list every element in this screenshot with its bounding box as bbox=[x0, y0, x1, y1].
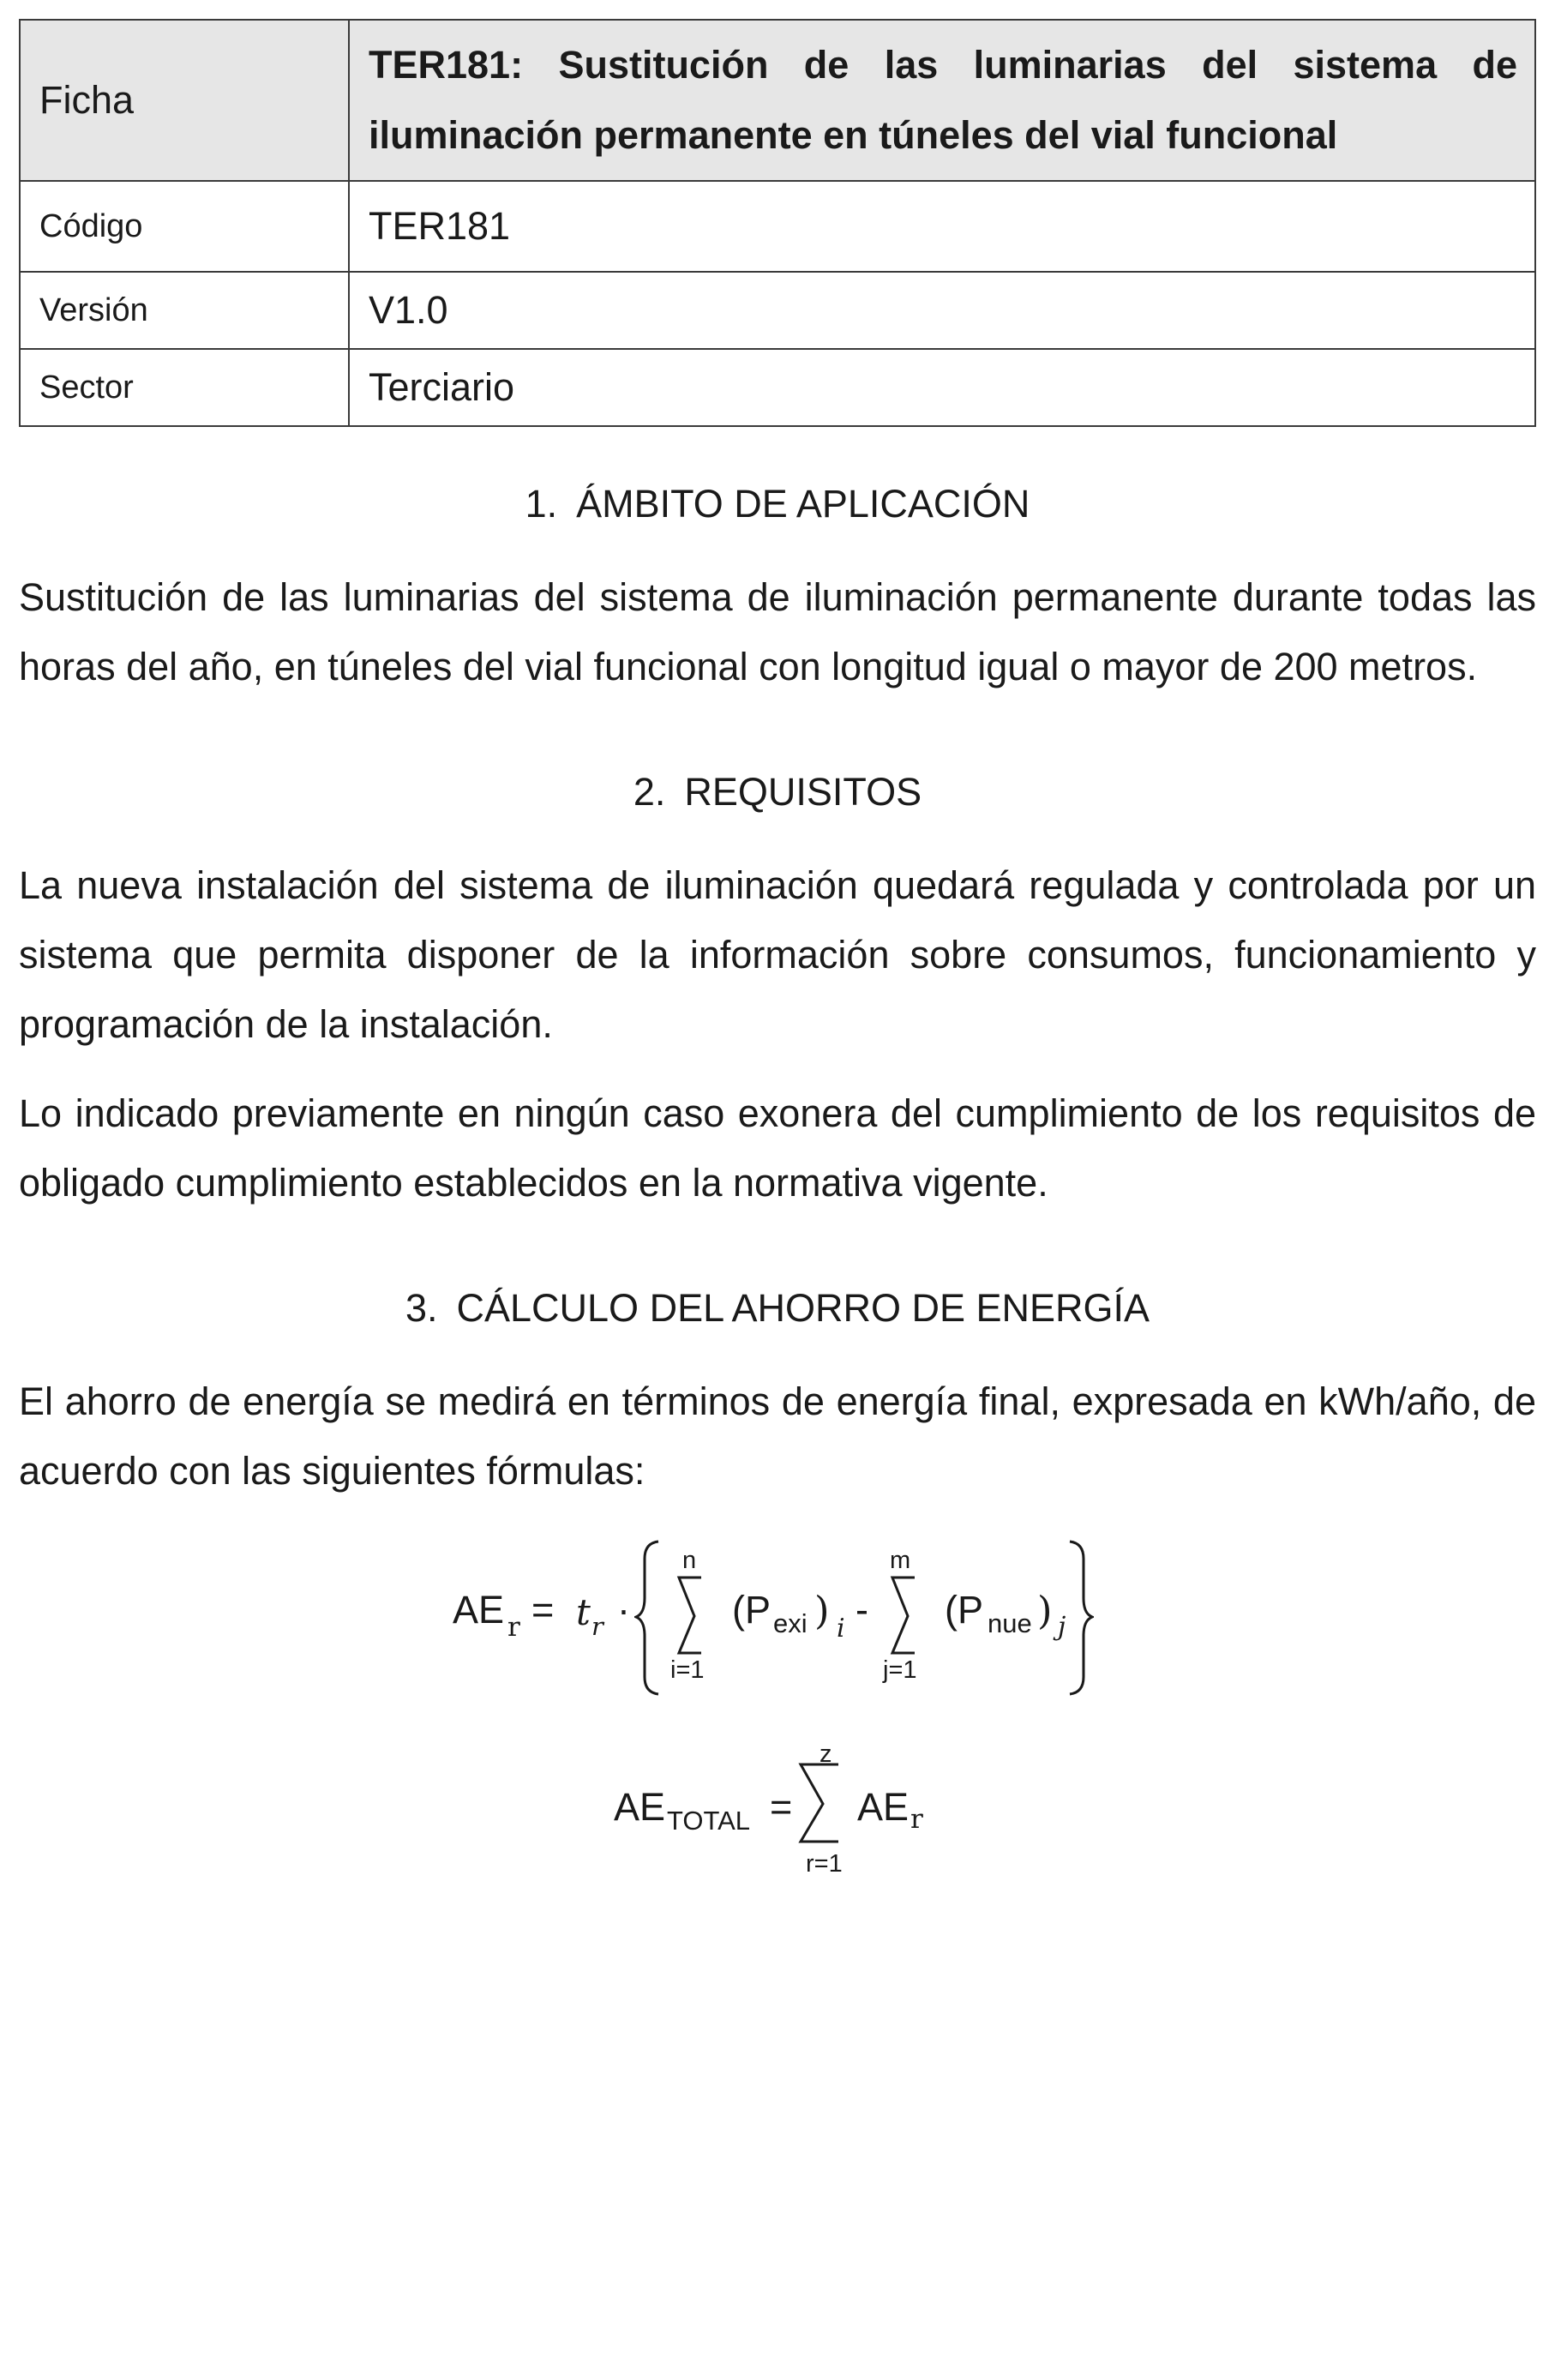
f2-rhs: AE bbox=[857, 1785, 910, 1829]
right-brace-icon bbox=[1070, 1542, 1092, 1694]
f1-p2: (P bbox=[945, 1588, 983, 1632]
section-3-number: 3. bbox=[405, 1286, 438, 1330]
f1-p2-close: ) bbox=[1037, 1588, 1053, 1633]
f1-t-sub: r bbox=[591, 1612, 603, 1641]
section-1-title: ÁMBITO DE APLICACIÓN bbox=[576, 482, 1030, 526]
title-value: TER181: Sustitución de las luminarias del sistema de iluminación permanente en túneles del vial funcional bbox=[349, 20, 1535, 181]
codigo-label: Código bbox=[20, 181, 349, 272]
f1-dot: · bbox=[617, 1588, 630, 1632]
f2-rhs-sub: r bbox=[910, 1804, 923, 1835]
f1-lhs-sub: r bbox=[507, 1612, 520, 1643]
sigma-icon bbox=[679, 1578, 701, 1653]
f1-p1: (P bbox=[732, 1588, 771, 1632]
section-1-number: 1. bbox=[525, 482, 558, 526]
table-row-sector bbox=[20, 349, 1535, 426]
title-label: Ficha bbox=[20, 20, 349, 181]
f1-equals: = bbox=[531, 1588, 555, 1632]
codigo-value: TER181 bbox=[349, 181, 1535, 272]
section-2-title: REQUISITOS bbox=[684, 770, 922, 814]
f2-lhs-sub: TOTAL bbox=[667, 1806, 751, 1836]
section-3-title: CÁLCULO DEL AHORRO DE ENERGÍA bbox=[456, 1286, 1150, 1330]
f1-lhs: AE bbox=[453, 1588, 505, 1632]
f1-sum1-lower: i=1 bbox=[670, 1656, 705, 1684]
left-brace-icon bbox=[636, 1542, 658, 1694]
f1-p1-close: ) bbox=[814, 1588, 830, 1633]
version-value: V1.0 bbox=[349, 272, 1535, 349]
section-3-paragraph: El ahorro de energía se medirá en términos de energía final, expresada en kWh/año, de acuerdo con las siguientes fórmulas: bbox=[19, 1379, 1536, 1493]
sigma-icon bbox=[892, 1578, 915, 1653]
f1-sum2-lower: j=1 bbox=[883, 1656, 917, 1684]
f2-sum bbox=[789, 1749, 866, 1869]
sigma-icon bbox=[801, 1764, 838, 1842]
f2-sum-upper: z bbox=[820, 1740, 832, 1768]
f2-sum-lower: r=1 bbox=[806, 1850, 843, 1878]
f1-braces-and-sums bbox=[634, 1538, 1114, 1698]
section-3-heading bbox=[0, 1286, 1555, 1331]
f1-p2-index: j bbox=[1058, 1612, 1066, 1642]
f1-p2-sub: nue bbox=[988, 1608, 1032, 1638]
f1-sum2-upper: m bbox=[890, 1547, 911, 1574]
table-row-codigo bbox=[20, 181, 1535, 272]
f2-equals: = bbox=[770, 1785, 793, 1829]
section-2-number: 2. bbox=[633, 770, 666, 814]
section-2-paragraph-1: La nueva instalación del sistema de iluminación quedará regulada y controlada por un sistema que permita disponer de la información sobre consumos, funcionamiento y programación de la instalación. bbox=[19, 863, 1536, 1046]
table-row-version bbox=[20, 272, 1535, 349]
section-2-paragraph-2: Lo indicado previamente en ningún caso exonera del cumplimiento de los requisitos de obligado cumplimiento establecidos en la normativa vigente. bbox=[19, 1091, 1536, 1205]
f1-p1-sub: exi bbox=[773, 1608, 808, 1638]
section-1-heading bbox=[0, 482, 1555, 526]
f2-lhs: AE bbox=[614, 1785, 666, 1829]
f1-right-brace bbox=[1060, 1538, 1094, 1698]
f1-sum1-upper: n bbox=[682, 1547, 697, 1574]
table-row-title bbox=[20, 20, 1535, 181]
info-table bbox=[19, 19, 1536, 427]
sector-value: Terciario bbox=[349, 349, 1535, 426]
f1-p1-index: i bbox=[837, 1614, 845, 1644]
version-label: Versión bbox=[20, 272, 349, 349]
f1-t: t bbox=[576, 1591, 591, 1633]
f1-minus: - bbox=[856, 1588, 868, 1632]
section-1-paragraph: Sustitución de las luminarias del sistema de iluminación permanente durante todas las horas del año, en túneles del vial funcional con longitud igual o mayor de 200 metros. bbox=[19, 575, 1536, 688]
section-2-heading bbox=[0, 770, 1555, 814]
sector-label: Sector bbox=[20, 349, 349, 426]
